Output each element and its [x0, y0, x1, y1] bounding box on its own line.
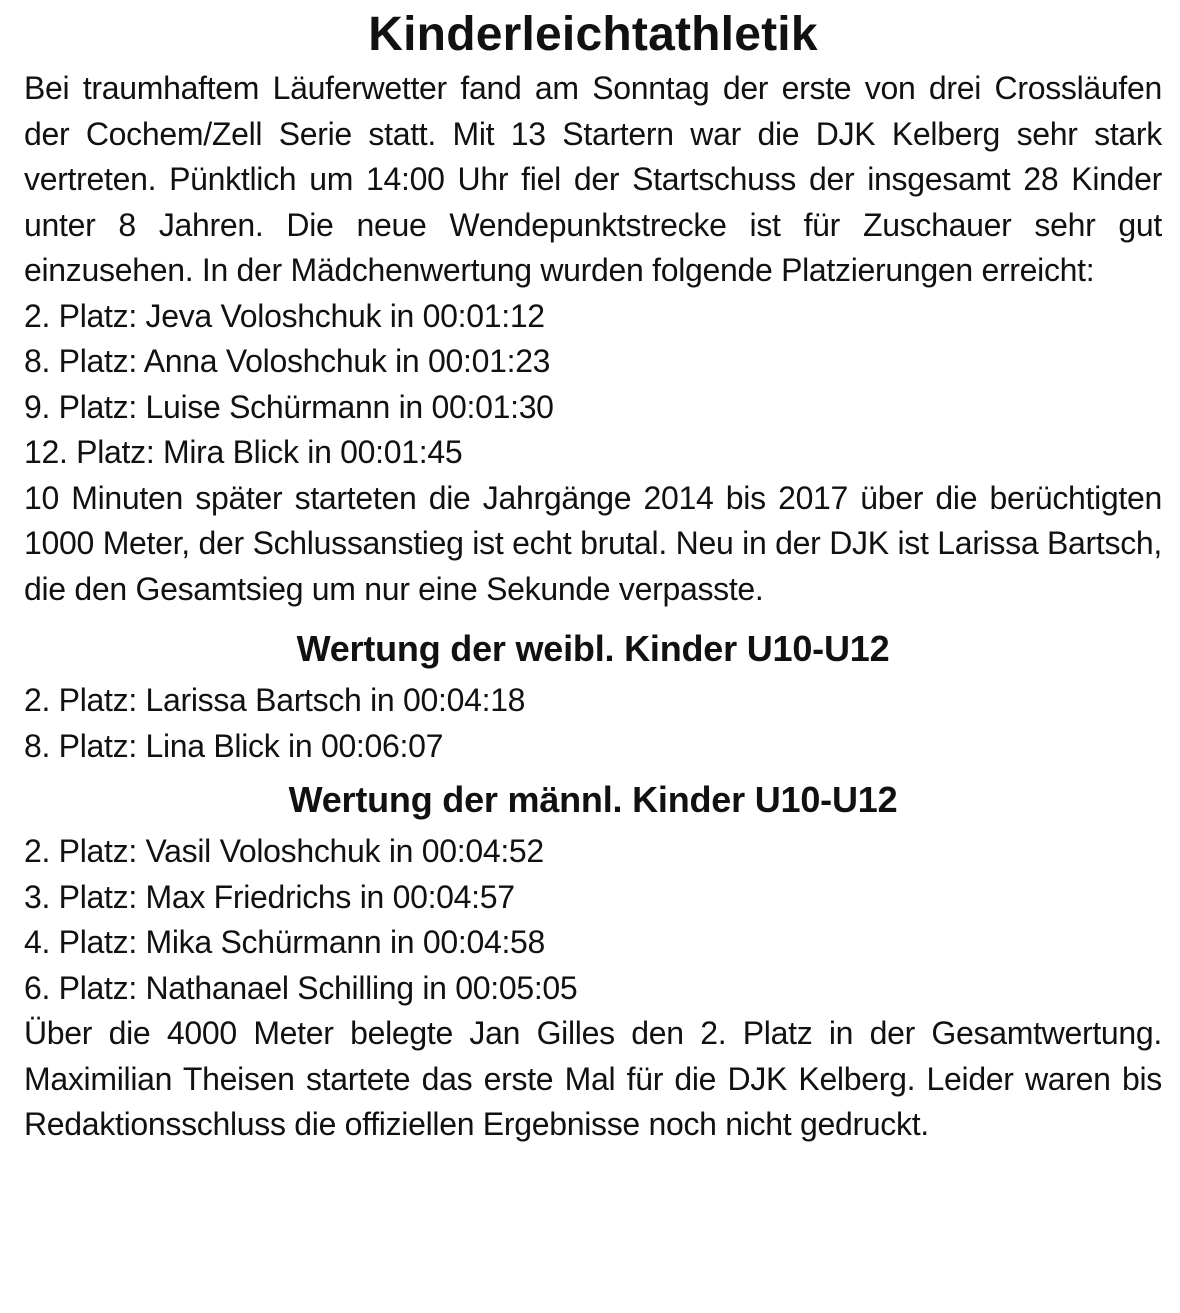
result-line: 2. Platz: Jeva Voloshchuk in 00:01:12: [24, 297, 545, 334]
result-line: 9. Platz: Luise Schürmann in 00:01:30: [24, 388, 554, 425]
boys-u10-u12-results-list: [24, 829, 1162, 1011]
intro-paragraph: Bei traumhaftem Läuferwetter fand am Sonntag der erste von drei Crossläufen der Cochem/Zell Serie statt. Mit 13 Startern war die DJK Kelberg sehr stark vertreten. Pünktlich um 14:00 Uhr fiel der Startschuss der insgesamt 28 Kinder unter 8 Jahren. Die neue Wendepunktstrecke ist für Zuschauer sehr gut einzusehen. In der Mädchenwertung wurden folgende Platzierungen erreicht:: [24, 70, 1162, 288]
result-line: 2. Platz: Larissa Bartsch in 00:04:18: [24, 682, 526, 718]
result-line: 4. Platz: Mika Schürmann in 00:04:58: [24, 924, 546, 960]
result-line: 6. Platz: Nathanael Schilling in 00:05:05: [24, 969, 578, 1006]
girls-u10-u12-heading: Wertung der weibl. Kinder U10-U12: [296, 628, 890, 669]
result-line: 8. Platz: Lina Blick in 00:06:07: [24, 727, 444, 764]
closing-paragraph: Über die 4000 Meter belegte Jan Gilles den 2. Platz in der Gesamtwertung. Maximilian Theisen startete das erste Mal für die DJK Kelberg. Leider waren bis Redaktionsschluss die offiziellen Ergebnisse noch nicht gedruckt.: [24, 1015, 1162, 1142]
result-line: 12. Platz: Mira Blick in 00:01:45: [24, 434, 463, 470]
girls-u8-results-list: [24, 294, 1162, 476]
boys-u10-u12-heading: Wertung der männl. Kinder U10-U12: [288, 779, 898, 820]
result-line: 3. Platz: Max Friedrichs in 00:04:57: [24, 878, 515, 915]
article-title: Kinderleichtathletik: [368, 8, 818, 61]
result-line: 2. Platz: Vasil Voloshchuk in 00:04:52: [24, 833, 544, 869]
girls-u10-u12-results-list: [24, 678, 1162, 769]
result-line: 8. Platz: Anna Voloshchuk in 00:01:23: [24, 343, 551, 379]
article: [24, 4, 1162, 1148]
middle-paragraph: 10 Minuten später starteten die Jahrgänge 2014 bis 2017 über die berüchtigten 1000 Meter, der Schlussanstieg ist echt brutal. Neu in der DJK ist Larissa Bartsch, die den Gesamtsieg um nur eine Sekunde verpasste.: [24, 479, 1162, 607]
